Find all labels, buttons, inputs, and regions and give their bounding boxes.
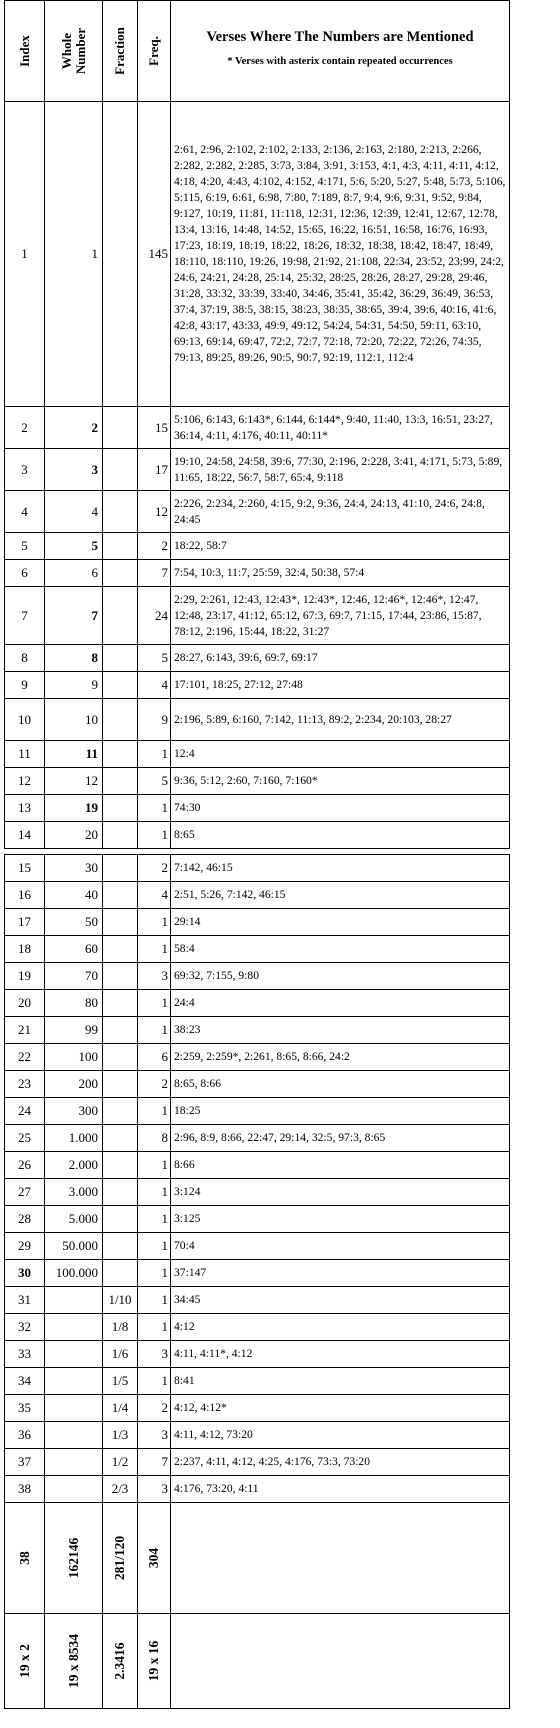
row-whole-number: 100.000 bbox=[45, 1260, 103, 1287]
row-verses: 69:32, 7:155, 9:80 bbox=[171, 963, 510, 990]
row-fraction bbox=[103, 936, 138, 963]
row-fraction bbox=[103, 449, 138, 491]
table-row bbox=[5, 768, 510, 795]
row-frequency: 3 bbox=[138, 1422, 171, 1449]
row-index: 15 bbox=[5, 855, 45, 882]
table-row bbox=[5, 645, 510, 672]
row-fraction bbox=[103, 855, 138, 882]
row-frequency: 1 bbox=[138, 1287, 171, 1314]
row-fraction bbox=[103, 533, 138, 560]
row-verses: 4:11, 4:11*, 4:12 bbox=[171, 1341, 510, 1368]
table-row bbox=[5, 1260, 510, 1287]
table-row bbox=[5, 449, 510, 491]
table-row bbox=[5, 936, 510, 963]
row-index: 2 bbox=[5, 407, 45, 449]
row-frequency: 1 bbox=[138, 1233, 171, 1260]
row-fraction bbox=[103, 1017, 138, 1044]
row-verses: 8:66 bbox=[171, 1152, 510, 1179]
row-fraction bbox=[103, 587, 138, 645]
row-index: 3 bbox=[5, 449, 45, 491]
factor-fraction: 2.3416 bbox=[103, 1614, 138, 1709]
row-whole-number: 1 bbox=[45, 102, 103, 407]
row-frequency: 1 bbox=[138, 936, 171, 963]
row-frequency: 1 bbox=[138, 1206, 171, 1233]
row-fraction bbox=[103, 1179, 138, 1206]
row-whole-number: 19 bbox=[45, 795, 103, 822]
row-verses: 34:45 bbox=[171, 1287, 510, 1314]
row-fraction bbox=[103, 1044, 138, 1071]
total-verses-empty bbox=[171, 1503, 510, 1614]
row-index: 38 bbox=[5, 1476, 45, 1503]
row-index: 36 bbox=[5, 1422, 45, 1449]
row-frequency: 3 bbox=[138, 963, 171, 990]
row-frequency: 1 bbox=[138, 990, 171, 1017]
row-index: 34 bbox=[5, 1368, 45, 1395]
header-verses bbox=[171, 1, 510, 102]
table-row bbox=[5, 1206, 510, 1233]
row-fraction bbox=[103, 1098, 138, 1125]
row-whole-number: 7 bbox=[45, 587, 103, 645]
row-fraction bbox=[103, 560, 138, 587]
verse-number-table bbox=[4, 0, 510, 1709]
row-whole-number: 11 bbox=[45, 741, 103, 768]
table-row bbox=[5, 1476, 510, 1503]
row-verses: 2:196, 5:89, 6:160, 7:142, 11:13, 89:2, 2:234, 20:103, 28:27 bbox=[171, 699, 510, 741]
row-fraction bbox=[103, 491, 138, 533]
row-index: 6 bbox=[5, 560, 45, 587]
row-index: 13 bbox=[5, 795, 45, 822]
table-row bbox=[5, 1368, 510, 1395]
factor-freq: 19 x 16 bbox=[138, 1614, 171, 1709]
table-row bbox=[5, 1044, 510, 1071]
row-whole-number: 20 bbox=[45, 822, 103, 849]
row-index: 16 bbox=[5, 882, 45, 909]
table-row bbox=[5, 909, 510, 936]
row-index: 28 bbox=[5, 1206, 45, 1233]
row-whole-number: 40 bbox=[45, 882, 103, 909]
row-frequency: 1 bbox=[138, 1260, 171, 1287]
header-title: Verses Where The Numbers are Mentioned bbox=[206, 29, 474, 45]
row-whole-number: 2.000 bbox=[45, 1152, 103, 1179]
table-row bbox=[5, 672, 510, 699]
row-index: 25 bbox=[5, 1125, 45, 1152]
row-whole-number: 10 bbox=[45, 699, 103, 741]
row-frequency: 2 bbox=[138, 855, 171, 882]
row-index: 21 bbox=[5, 1017, 45, 1044]
row-index: 1 bbox=[5, 102, 45, 407]
row-fraction: 1/6 bbox=[103, 1341, 138, 1368]
row-verses: 2:51, 5:26, 7:142, 46:15 bbox=[171, 882, 510, 909]
row-whole-number: 8 bbox=[45, 645, 103, 672]
row-verses: 18:22, 58:7 bbox=[171, 533, 510, 560]
row-index: 33 bbox=[5, 1341, 45, 1368]
row-whole-number bbox=[45, 1476, 103, 1503]
row-index: 8 bbox=[5, 645, 45, 672]
row-index: 7 bbox=[5, 587, 45, 645]
row-whole-number: 6 bbox=[45, 560, 103, 587]
table-row bbox=[5, 560, 510, 587]
verse-number-table-container bbox=[4, 0, 509, 1709]
row-verses: 2:29, 2:261, 12:43, 12:43*, 12:43*, 12:46, 12:46*, 12:46*, 12:47, 12:48, 23:17, 41:12, 65:12, 67:3, 69:7, 71:15, 17:44, 23:86, 15:87, 78:12, 2:196, 15:44, 18:22, 31:27 bbox=[171, 587, 510, 645]
row-frequency: 1 bbox=[138, 741, 171, 768]
row-frequency: 1 bbox=[138, 1017, 171, 1044]
row-fraction bbox=[103, 990, 138, 1017]
row-fraction: 1/3 bbox=[103, 1422, 138, 1449]
row-verses: 2:226, 2:234, 2:260, 4:15, 9:2, 9:36, 24:4, 24:13, 41:10, 24:6, 24:8, 24:45 bbox=[171, 491, 510, 533]
row-verses: 4:11, 4:12, 73:20 bbox=[171, 1422, 510, 1449]
row-fraction bbox=[103, 407, 138, 449]
total-index: 38 bbox=[5, 1503, 45, 1614]
row-verses: 24:4 bbox=[171, 990, 510, 1017]
row-whole-number: 80 bbox=[45, 990, 103, 1017]
row-frequency: 3 bbox=[138, 1476, 171, 1503]
row-verses: 38:23 bbox=[171, 1017, 510, 1044]
row-whole-number bbox=[45, 1341, 103, 1368]
table-row bbox=[5, 1395, 510, 1422]
row-whole-number: 30 bbox=[45, 855, 103, 882]
table-row bbox=[5, 1152, 510, 1179]
header-frequency: Freq. bbox=[138, 1, 171, 102]
table-row bbox=[5, 699, 510, 741]
row-frequency: 1 bbox=[138, 795, 171, 822]
row-fraction bbox=[103, 768, 138, 795]
table-row bbox=[5, 795, 510, 822]
row-verses: 28:27, 6:143, 39:6, 69:7, 69:17 bbox=[171, 645, 510, 672]
row-fraction: 1/2 bbox=[103, 1449, 138, 1476]
row-fraction bbox=[103, 882, 138, 909]
table-body-bottom bbox=[5, 855, 510, 1503]
row-whole-number: 300 bbox=[45, 1098, 103, 1125]
row-frequency: 4 bbox=[138, 882, 171, 909]
table-body-top bbox=[5, 102, 510, 849]
row-verses: 19:10, 24:58, 24:58, 39:6, 77:30, 2:196, 2:228, 3:41, 4:171, 5:73, 5:89, 11:65, 18:22, 56:7, 58:7, 65:4, 9:118 bbox=[171, 449, 510, 491]
row-index: 29 bbox=[5, 1233, 45, 1260]
table-row bbox=[5, 963, 510, 990]
row-fraction bbox=[103, 822, 138, 849]
row-frequency: 7 bbox=[138, 1449, 171, 1476]
row-index: 35 bbox=[5, 1395, 45, 1422]
row-whole-number: 9 bbox=[45, 672, 103, 699]
row-frequency: 15 bbox=[138, 407, 171, 449]
row-verses: 2:96, 8:9, 8:66, 22:47, 29:14, 32:5, 97:3, 8:65 bbox=[171, 1125, 510, 1152]
row-index: 10 bbox=[5, 699, 45, 741]
table-row bbox=[5, 1071, 510, 1098]
factor-verses-empty bbox=[171, 1614, 510, 1709]
row-fraction bbox=[103, 1152, 138, 1179]
row-whole-number: 12 bbox=[45, 768, 103, 795]
row-verses: 74:30 bbox=[171, 795, 510, 822]
total-fraction: 281/120 bbox=[103, 1503, 138, 1614]
row-frequency: 17 bbox=[138, 449, 171, 491]
row-frequency: 7 bbox=[138, 560, 171, 587]
header-index: Index bbox=[5, 1, 45, 102]
row-frequency: 2 bbox=[138, 533, 171, 560]
row-index: 24 bbox=[5, 1098, 45, 1125]
table-row bbox=[5, 1449, 510, 1476]
row-whole-number bbox=[45, 1422, 103, 1449]
row-frequency: 1 bbox=[138, 909, 171, 936]
row-fraction: 2/3 bbox=[103, 1476, 138, 1503]
row-index: 32 bbox=[5, 1314, 45, 1341]
row-verses: 2:237, 4:11, 4:12, 4:25, 4:176, 73:3, 73:20 bbox=[171, 1449, 510, 1476]
row-index: 26 bbox=[5, 1152, 45, 1179]
header-whole-number: Whole Number bbox=[45, 1, 103, 102]
table-row bbox=[5, 407, 510, 449]
row-verses: 70:4 bbox=[171, 1233, 510, 1260]
row-index: 11 bbox=[5, 741, 45, 768]
row-fraction bbox=[103, 1260, 138, 1287]
total-whole: 162146 bbox=[45, 1503, 103, 1614]
row-whole-number: 4 bbox=[45, 491, 103, 533]
row-whole-number: 100 bbox=[45, 1044, 103, 1071]
row-fraction bbox=[103, 909, 138, 936]
row-verses: 8:41 bbox=[171, 1368, 510, 1395]
header-fraction: Fraction bbox=[103, 1, 138, 102]
row-fraction bbox=[103, 1125, 138, 1152]
row-frequency: 1 bbox=[138, 1152, 171, 1179]
row-whole-number bbox=[45, 1287, 103, 1314]
row-frequency: 2 bbox=[138, 1071, 171, 1098]
row-whole-number: 5.000 bbox=[45, 1206, 103, 1233]
row-whole-number bbox=[45, 1449, 103, 1476]
row-frequency: 2 bbox=[138, 1395, 171, 1422]
row-frequency: 6 bbox=[138, 1044, 171, 1071]
row-index: 27 bbox=[5, 1179, 45, 1206]
row-verses: 3:125 bbox=[171, 1206, 510, 1233]
factors-row bbox=[5, 1614, 510, 1709]
row-frequency: 1 bbox=[138, 822, 171, 849]
row-verses: 7:142, 46:15 bbox=[171, 855, 510, 882]
table-header-row bbox=[5, 1, 510, 102]
row-frequency: 4 bbox=[138, 672, 171, 699]
row-verses: 37:147 bbox=[171, 1260, 510, 1287]
row-index: 20 bbox=[5, 990, 45, 1017]
row-index: 14 bbox=[5, 822, 45, 849]
row-whole-number: 3 bbox=[45, 449, 103, 491]
row-fraction bbox=[103, 645, 138, 672]
row-fraction bbox=[103, 963, 138, 990]
row-whole-number bbox=[45, 1395, 103, 1422]
row-verses: 3:124 bbox=[171, 1179, 510, 1206]
row-whole-number bbox=[45, 1314, 103, 1341]
row-verses: 4:12, 4:12* bbox=[171, 1395, 510, 1422]
row-fraction bbox=[103, 1206, 138, 1233]
row-whole-number: 200 bbox=[45, 1071, 103, 1098]
row-fraction bbox=[103, 741, 138, 768]
row-frequency: 1 bbox=[138, 1314, 171, 1341]
row-index: 5 bbox=[5, 533, 45, 560]
row-whole-number: 60 bbox=[45, 936, 103, 963]
row-verses: 17:101, 18:25, 27:12, 27:48 bbox=[171, 672, 510, 699]
table-row bbox=[5, 1341, 510, 1368]
row-frequency: 12 bbox=[138, 491, 171, 533]
row-frequency: 1 bbox=[138, 1368, 171, 1395]
row-fraction bbox=[103, 795, 138, 822]
row-index: 18 bbox=[5, 936, 45, 963]
row-verses: 2:61, 2:96, 2:102, 2:102, 2:133, 2:136, 2:163, 2:180, 2:213, 2:266, 2:282, 2:282, 2:285, 3:73, 3:84, 3:91, 3:153, 4:1, 4:3, 4:11, 4:11, 4:12, 4:18, 4:20, 4:43, 4:102, 4:152, 4:171, 5:6, 5:20, 5:27, 5:48, 5:73, 5:106, 5:115, 6:19, 6:61, 6:98, 7:80, 7:189, 8:7, 9:4, 9:6, 9:31, 9:52, 9:84, 9:127, 10:19, 11:81, 11:118, 12:31, 12:36, 12:39, 12:41, 12:67, 12:78, 13:4, 13:16, 14:48, 14:52, 15:65, 16:22, 16:51, 16:58, 16:76, 16:93, 17:23, 18:19, 18:19, 18:22, 18:26, 18:32, 18:38, 18:42, 18:47, 18:49, 18:110, 18:110, 19:26, 19:98, 21:92, 21:108, 22:34, 23:52, 23:99, 24:2, 24:6, 24:21, 24:28, 25:14, 25:32, 28:25, 28:26, 28:27, 29:28, 29:46, 31:28, 33:32, 33:39, 33:40, 34:46, 35:41, 35:42, 36:29, 36:49, 36:53, 37:4, 37:19, 38:5, 38:15, 38:23, 38:35, 38:65, 39:4, 39:6, 40:16, 41:6, 42:8, 43:17, 43:33, 49:9, 49:12, 54:24, 54:31, 54:50, 59:11, 63:10, 69:13, 69:14, 69:47, 72:2, 72:7, 72:18, 72:20, 72:22, 72:26, 74:35, 79:13, 89:25, 89:26, 90:5, 90:7, 92:19, 112:1, 112:4 bbox=[171, 102, 510, 407]
table-row bbox=[5, 1287, 510, 1314]
row-whole-number bbox=[45, 1368, 103, 1395]
row-whole-number: 99 bbox=[45, 1017, 103, 1044]
row-whole-number: 2 bbox=[45, 407, 103, 449]
row-index: 19 bbox=[5, 963, 45, 990]
row-whole-number: 3.000 bbox=[45, 1179, 103, 1206]
table-row bbox=[5, 990, 510, 1017]
table-row bbox=[5, 491, 510, 533]
factor-whole: 19 x 8534 bbox=[45, 1614, 103, 1709]
row-frequency: 5 bbox=[138, 645, 171, 672]
row-index: 31 bbox=[5, 1287, 45, 1314]
row-fraction bbox=[103, 1071, 138, 1098]
row-verses: 29:14 bbox=[171, 909, 510, 936]
row-frequency: 24 bbox=[138, 587, 171, 645]
table-row bbox=[5, 1179, 510, 1206]
table-row bbox=[5, 741, 510, 768]
table-row bbox=[5, 1098, 510, 1125]
row-frequency: 9 bbox=[138, 699, 171, 741]
table-row bbox=[5, 587, 510, 645]
row-index: 12 bbox=[5, 768, 45, 795]
row-verses: 9:36, 5:12, 2:60, 7:160, 7:160* bbox=[171, 768, 510, 795]
row-index: 23 bbox=[5, 1071, 45, 1098]
table-row bbox=[5, 882, 510, 909]
row-verses: 18:25 bbox=[171, 1098, 510, 1125]
table-row bbox=[5, 533, 510, 560]
row-frequency: 5 bbox=[138, 768, 171, 795]
row-verses: 2:259, 2:259*, 2:261, 8:65, 8:66, 24:2 bbox=[171, 1044, 510, 1071]
table-row bbox=[5, 1017, 510, 1044]
table-row bbox=[5, 102, 510, 407]
row-fraction bbox=[103, 102, 138, 407]
row-verses: 58:4 bbox=[171, 936, 510, 963]
row-fraction bbox=[103, 1233, 138, 1260]
row-frequency: 8 bbox=[138, 1125, 171, 1152]
table-row bbox=[5, 1314, 510, 1341]
factor-index: 19 x 2 bbox=[5, 1614, 45, 1709]
row-whole-number: 70 bbox=[45, 963, 103, 990]
table-row bbox=[5, 1233, 510, 1260]
row-fraction: 1/5 bbox=[103, 1368, 138, 1395]
row-verses: 4:12 bbox=[171, 1314, 510, 1341]
table-row bbox=[5, 1125, 510, 1152]
row-verses: 4:176, 73:20, 4:11 bbox=[171, 1476, 510, 1503]
row-whole-number: 50.000 bbox=[45, 1233, 103, 1260]
total-freq: 304 bbox=[138, 1503, 171, 1614]
row-index: 4 bbox=[5, 491, 45, 533]
row-frequency: 145 bbox=[138, 102, 171, 407]
row-frequency: 1 bbox=[138, 1098, 171, 1125]
row-index: 9 bbox=[5, 672, 45, 699]
totals-row bbox=[5, 1503, 510, 1614]
row-fraction bbox=[103, 699, 138, 741]
row-verses: 5:106, 6:143, 6:143*, 6:144, 6:144*, 9:40, 11:40, 13:3, 16:51, 23:27, 36:14, 4:11, 4:176, 40:11, 40:11* bbox=[171, 407, 510, 449]
header-note: * Verses with asterix contain repeated occurrences bbox=[227, 56, 453, 67]
row-frequency: 3 bbox=[138, 1341, 171, 1368]
row-fraction: 1/4 bbox=[103, 1395, 138, 1422]
table-row bbox=[5, 1422, 510, 1449]
row-whole-number: 5 bbox=[45, 533, 103, 560]
row-fraction: 1/10 bbox=[103, 1287, 138, 1314]
row-verses: 8:65 bbox=[171, 822, 510, 849]
row-index: 22 bbox=[5, 1044, 45, 1071]
row-index: 17 bbox=[5, 909, 45, 936]
table-summary bbox=[5, 1503, 510, 1709]
table-row bbox=[5, 822, 510, 849]
row-verses: 7:54, 10:3, 11:7, 25:59, 32:4, 50:38, 57:4 bbox=[171, 560, 510, 587]
row-frequency: 1 bbox=[138, 1179, 171, 1206]
row-verses: 8:65, 8:66 bbox=[171, 1071, 510, 1098]
row-whole-number: 50 bbox=[45, 909, 103, 936]
row-index: 30 bbox=[5, 1260, 45, 1287]
row-index: 37 bbox=[5, 1449, 45, 1476]
row-whole-number: 1.000 bbox=[45, 1125, 103, 1152]
row-verses: 12:4 bbox=[171, 741, 510, 768]
row-fraction: 1/8 bbox=[103, 1314, 138, 1341]
table-row bbox=[5, 855, 510, 882]
row-fraction bbox=[103, 672, 138, 699]
